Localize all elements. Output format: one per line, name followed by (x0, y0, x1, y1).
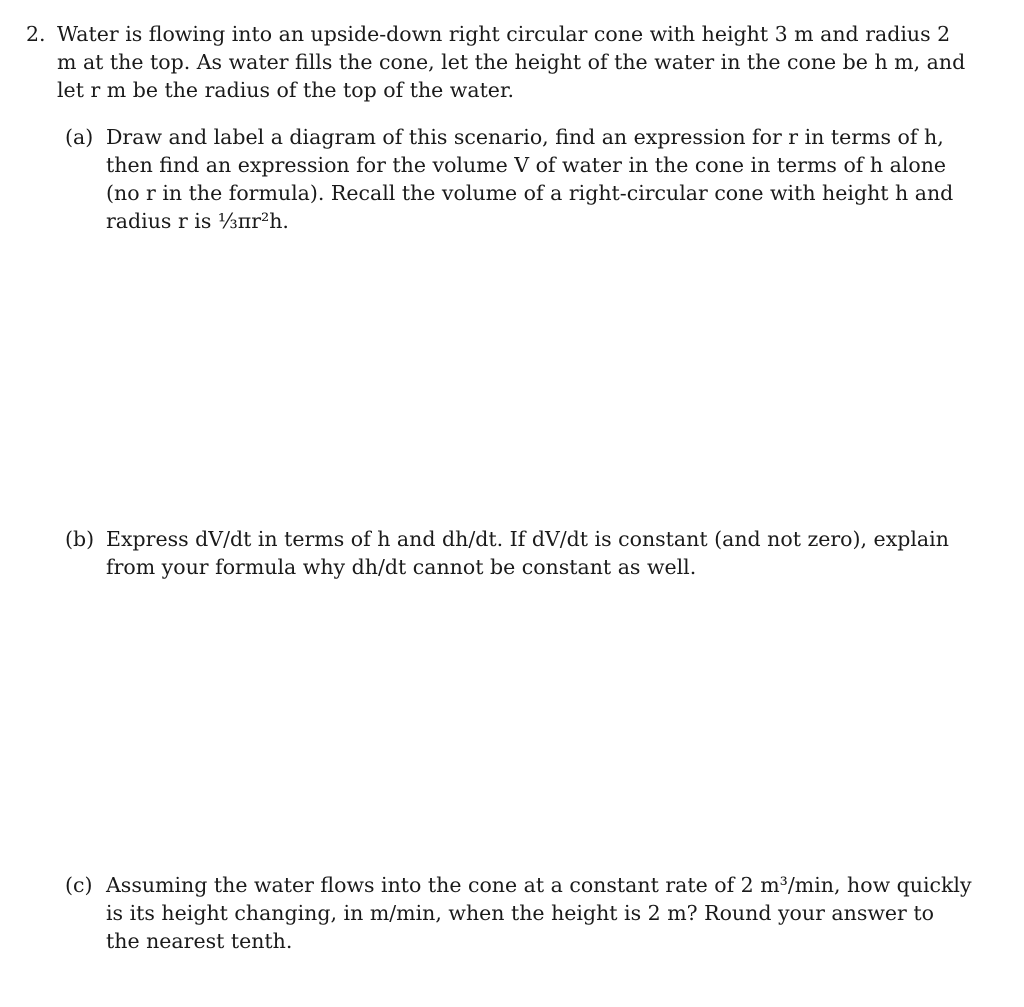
problem-number: 2. (26, 22, 46, 46)
problem-line-3: let r m be the radius of the top of the water. (57, 78, 515, 102)
part-c-label: (c) (65, 873, 93, 897)
part-c-line-3: the nearest tenth. (106, 929, 293, 953)
part-a-label: (a) (65, 125, 94, 149)
part-a-line-4: radius r is ⅓πr²h. (106, 209, 289, 233)
problem-line-2: m at the top. As water fills the cone, let the height of the water in the cone be h m, and (57, 50, 966, 74)
part-c-line-1: Assuming the water flows into the cone at a constant rate of 2 m³/min, how quickly (106, 873, 972, 897)
part-b-line-1: Express dV/dt in terms of h and dh/dt. If dV/dt is constant (and not zero), explain (106, 527, 949, 551)
part-b-label: (b) (65, 527, 95, 551)
problem-line-1: Water is flowing into an upside-down right circular cone with height 3 m and radius 2 (57, 22, 951, 46)
part-b-line-2: from your formula why dh/dt cannot be constant as well. (106, 555, 697, 579)
part-a-line-1: Draw and label a diagram of this scenario, find an expression for r in terms of h, (106, 125, 944, 149)
part-a-line-3: (no r in the formula). Recall the volume of a right-circular cone with height h and (106, 181, 954, 205)
part-c-line-2: is its height changing, in m/min, when the height is 2 m? Round your answer to (106, 901, 934, 925)
part-a-line-2: then find an expression for the volume V of water in the cone in terms of h alone (106, 153, 947, 177)
